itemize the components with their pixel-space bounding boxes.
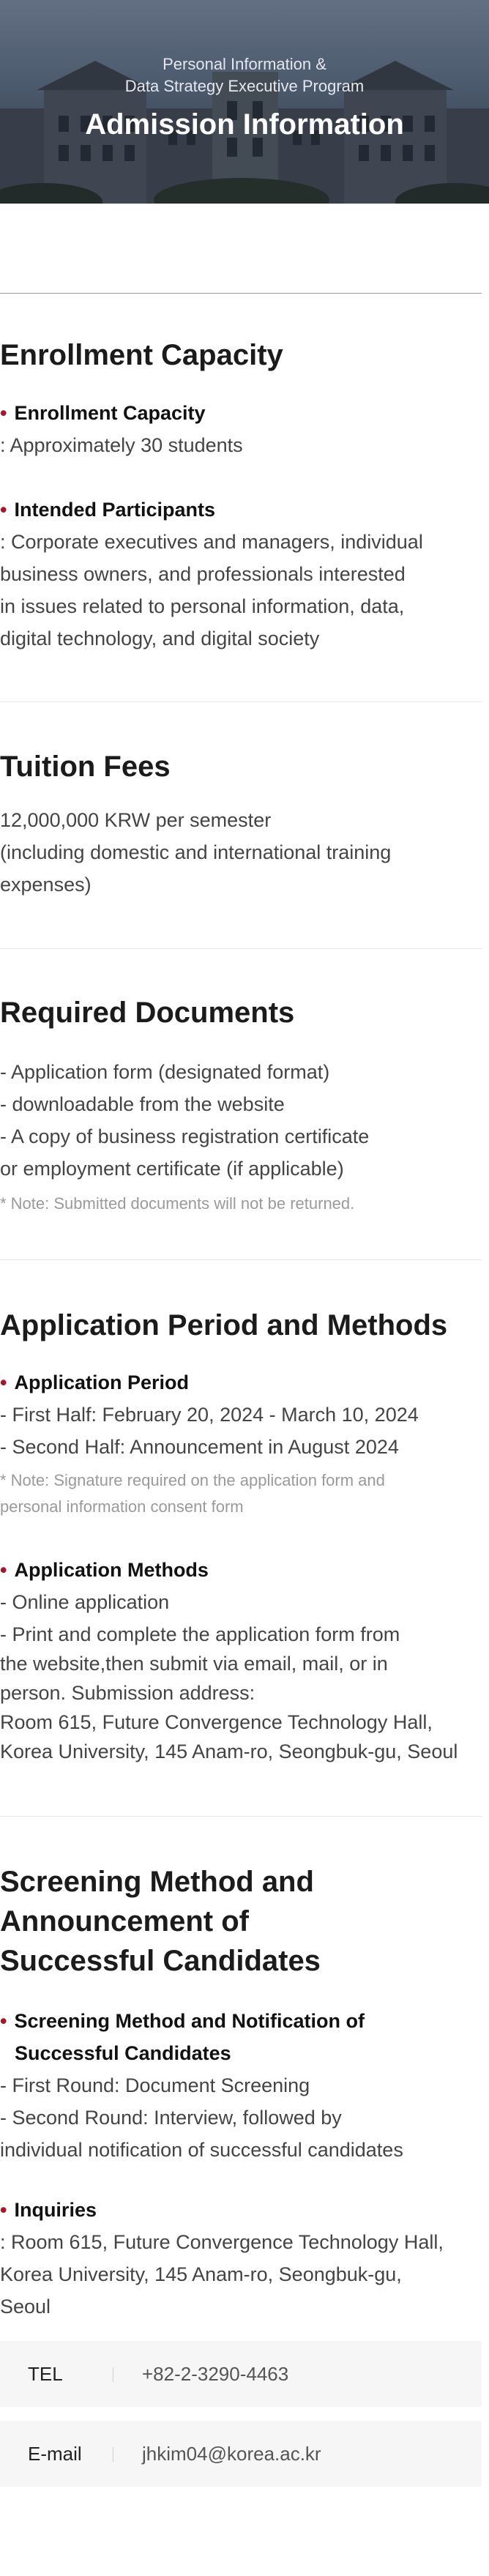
section-heading-screening: Screening Method and — [0, 1866, 314, 1898]
bullet-label: Intended Participants — [14, 499, 216, 521]
tel-label: TEL — [28, 2363, 63, 2385]
participants-line: : Corporate executives and managers, individual — [0, 531, 423, 553]
section-divider — [0, 701, 482, 702]
bullet-dot: • — [0, 2010, 7, 2032]
bullet-heading — [0, 2005, 365, 2037]
tuition-line: 12,000,000 KRW per semester — [0, 809, 272, 831]
bullet-heading — [0, 494, 215, 526]
bullet-heading — [0, 2194, 97, 2226]
period-note: personal information consent form — [0, 1497, 244, 1516]
tuition-line: expenses) — [0, 874, 92, 896]
email-label: E-mail — [28, 2443, 82, 2465]
top-divider — [0, 293, 482, 294]
capacity-value: : Approximately 30 students — [0, 434, 243, 456]
tuition-line: (including domestic and international training — [0, 841, 392, 863]
methods-line: person. Submission address: — [0, 1682, 255, 1704]
bullet-dot: • — [0, 1371, 7, 1393]
methods-line: Korea University, 145 Anam-ro, Seongbuk-gu, Seoul — [0, 1741, 458, 1762]
bullet-heading — [0, 397, 206, 429]
documents-line: - downloadable from the website — [0, 1093, 285, 1115]
bullet-dot: • — [0, 499, 7, 521]
hero-overlay — [0, 0, 489, 204]
participants-line: in issues related to personal information, data, — [0, 595, 405, 617]
contact-tel-row — [0, 2341, 482, 2407]
bullet-dot: • — [0, 1559, 7, 1581]
screening-line: - Second Round: Interview, followed by — [0, 2107, 342, 2129]
section-heading-tuition: Tuition Fees — [0, 751, 171, 783]
bullet-heading — [0, 1366, 189, 1399]
inquiries-line: Seoul — [0, 2296, 51, 2318]
period-note: * Note: Signature required on the application form and — [0, 1471, 385, 1489]
screening-line: individual notification of successful candidates — [0, 2139, 403, 2161]
bullet-label: Inquiries — [14, 2199, 97, 2221]
section-heading-application: Application Period and Methods — [0, 1309, 448, 1341]
page-title: Admission Information — [85, 108, 404, 141]
participants-line: business owners, and professionals interested — [0, 563, 406, 585]
section-heading-screening: Announcement of — [0, 1905, 249, 1937]
bullet-dot: • — [0, 2199, 7, 2221]
hero-subtitle: Personal Information & — [163, 55, 326, 73]
bullet-label: Screening Method and Notification of — [14, 2010, 365, 2032]
methods-line: - Online application — [0, 1591, 170, 1613]
documents-line: - A copy of business registration certificate — [0, 1125, 370, 1147]
email-value[interactable]: jhkim04@korea.ac.kr — [142, 2443, 321, 2465]
participants-line: digital technology, and digital society — [0, 628, 320, 649]
screening-line: - First Round: Document Screening — [0, 2074, 310, 2096]
bullet-label-continued: Successful Candidates — [15, 2042, 231, 2064]
bullet-label: Application Methods — [14, 1559, 209, 1581]
documents-note: * Note: Submitted documents will not be returned. — [0, 1194, 355, 1213]
bullet-dot: • — [0, 402, 7, 424]
period-line: - First Half: February 20, 2024 - March 10, 2024 — [0, 1404, 419, 1426]
section-divider — [0, 1816, 482, 1817]
methods-line: Room 615, Future Convergence Technology Hall, — [0, 1711, 433, 1733]
bullet-heading — [0, 1554, 209, 1586]
section-heading-enrollment: Enrollment Capacity — [0, 339, 283, 371]
inquiries-line: Korea University, 145 Anam-ro, Seongbuk-gu, — [0, 2263, 402, 2285]
bullet-label: Enrollment Capacity — [14, 402, 206, 424]
methods-line: - Print and complete the application form from — [0, 1623, 400, 1645]
period-line: - Second Half: Announcement in August 2024 — [0, 1436, 399, 1458]
methods-line: the website,then submit via email, mail, or in — [0, 1653, 388, 1675]
section-divider — [0, 1259, 482, 1260]
documents-line: - Application form (designated format) — [0, 1061, 330, 1083]
hero-banner — [0, 0, 489, 204]
hero-subtitle: Data Strategy Executive Program — [124, 77, 365, 95]
section-heading-screening: Successful Candidates — [0, 1945, 321, 1977]
section-heading-documents: Required Documents — [0, 997, 295, 1029]
contact-email-row — [0, 2421, 482, 2487]
section-divider — [0, 948, 482, 949]
bullet-label: Application Period — [14, 1371, 189, 1393]
documents-line: or employment certificate (if applicable) — [0, 1158, 344, 1180]
inquiries-line: : Room 615, Future Convergence Technology Hall, — [0, 2231, 444, 2253]
tel-value[interactable]: +82-2-3290-4463 — [142, 2363, 289, 2385]
